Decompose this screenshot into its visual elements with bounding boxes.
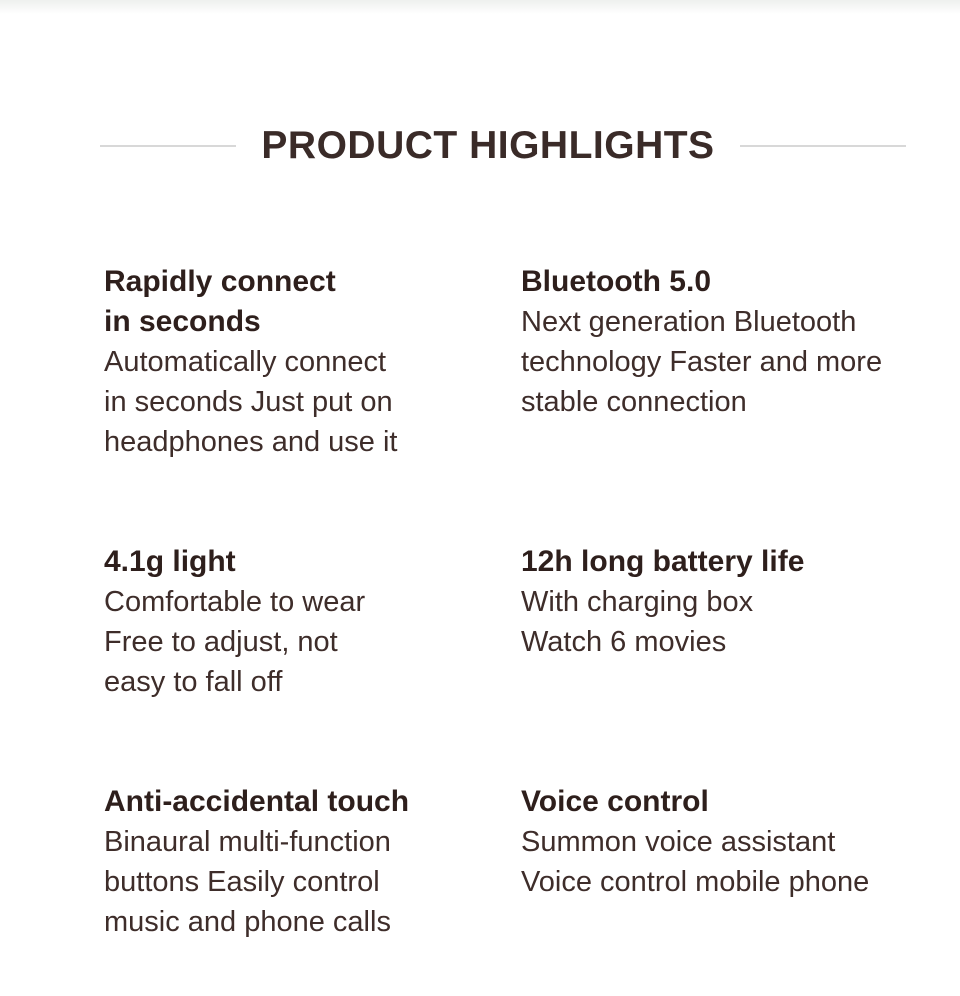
feature-title: Bluetooth 5.0 — [521, 265, 712, 298]
feature-rapid-connect — [104, 262, 524, 462]
feature-description: Comfortable to wear Free to adjust, not easy to fall off — [104, 586, 366, 698]
header-rule-left — [100, 145, 236, 147]
header-rule-right — [740, 145, 906, 147]
feature-light-weight — [104, 542, 524, 702]
feature-title: 4.1g light — [104, 545, 236, 578]
top-edge-fade — [0, 0, 960, 14]
feature-description: Binaural multi-function buttons Easily control music and phone calls — [104, 826, 391, 938]
feature-bluetooth — [521, 262, 951, 422]
feature-title: 12h long battery life — [521, 545, 805, 578]
feature-description: Next generation Bluetooth technology Faster and more stable connection — [521, 306, 883, 418]
feature-description: With charging box Watch 6 movies — [521, 586, 754, 658]
feature-title: Rapidly connect in seconds — [104, 265, 336, 338]
feature-description: Summon voice assistant Voice control mobile phone — [521, 826, 870, 898]
feature-title: Anti-accidental touch — [104, 785, 410, 818]
page-title: PRODUCT HIGHLIGHTS — [261, 124, 715, 167]
section-header — [0, 122, 960, 172]
feature-description: Automatically connect in seconds Just put on headphones and use it — [104, 346, 398, 458]
feature-voice-control — [521, 782, 951, 902]
feature-battery-life — [521, 542, 941, 662]
feature-anti-accidental-touch — [104, 782, 524, 942]
feature-title: Voice control — [521, 785, 709, 818]
